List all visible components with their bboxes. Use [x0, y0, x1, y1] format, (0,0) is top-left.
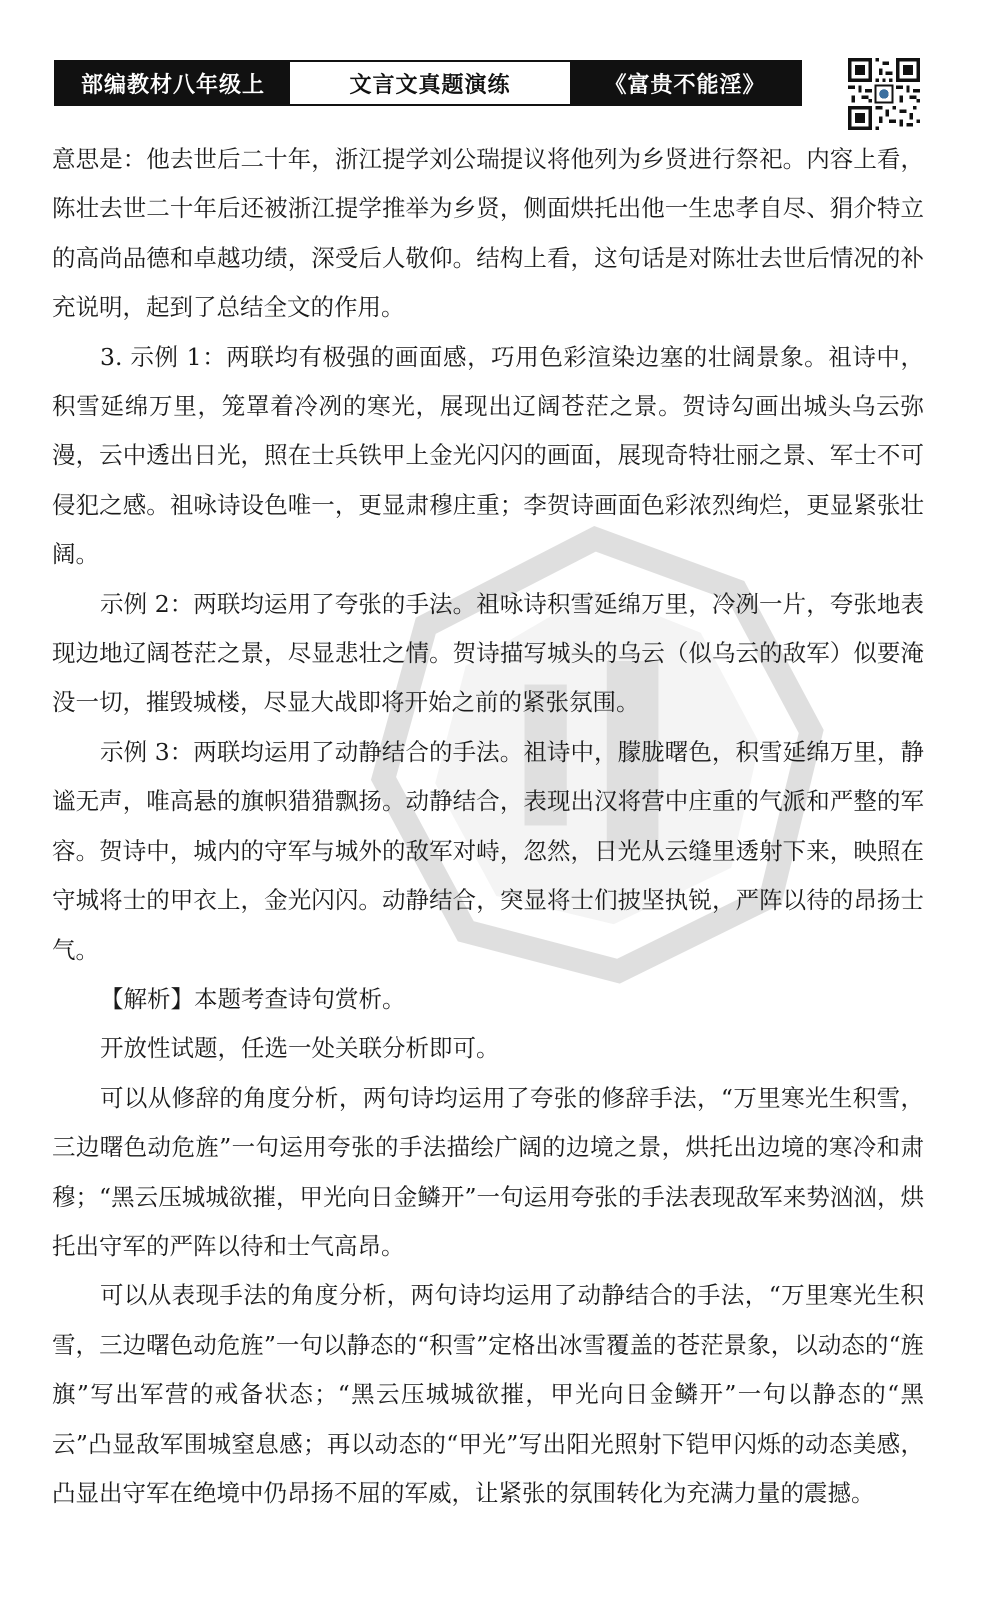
- paragraph-example-2: 示例 2：两联均运用了夸张的手法。祖咏诗积雪延绵万里，冷冽一片，夸张地表现边地辽阔苍茫之景，尽显悲壮之情。贺诗描写城头的乌云（似乌云的敌军）似要淹没一切，摧毁城楼，尽显大战即将开始之前的紧张氛围。: [52, 589, 924, 717]
- paragraph-answer-3-example-1: 3. 示例 1：两联均有极强的画面感，巧用色彩渲染边塞的壮阔景象。祖诗中，积雪延绵万里，笼罩着冷冽的寒光，展现出辽阔苍茫之景。贺诗勾画出城头乌云弥漫，云中透出日光，照在士兵铁甲上金光闪闪的画面，展现奇特壮丽之景、军士不可侵犯之感。祖咏诗设色唯一，更显肃穆庄重；李贺诗画面色彩浓烈绚烂，更显紧张壮阔。: [52, 342, 924, 569]
- document-body: [52, 135, 924, 1518]
- paragraph-open-question-note: 开放性试题，任选一处关联分析即可。: [100, 1034, 500, 1063]
- paragraph-rhetoric-analysis: 可以从修辞的角度分析，两句诗均运用了夸张的修辞手法，“万里寒光生积雪，三边曙色动危旌”一句运用夸张的手法描绘广阔的边境之景，烘托出边境的寒冷和肃穆；“黑云压城城欲摧，甲光向日金鳞开”一句运用夸张的手法表现敌军来势汹汹，烘托出守军的严阵以待和士气高昂。: [52, 1083, 924, 1260]
- header-grade-label: 部编教材八年级上: [56, 62, 290, 104]
- qr-code-icon: [848, 58, 920, 130]
- header-bar: [54, 60, 802, 106]
- header-lesson-title: 《富贵不能淫》: [570, 62, 800, 104]
- paragraph-continuation: 意思是：他去世后二十年，浙江提学刘公瑞提议将他列为乡贤进行祭祀。内容上看，陈壮去世二十年后还被浙江提学推举为乡贤，侧面烘托出他一生忠孝自尽、狷介特立的高尚品德和卓越功绩，深受后人敬仰。结构上看，这句话是对陈壮去世后情况的补充说明，起到了总结全文的作用。: [52, 145, 924, 322]
- paragraph-example-3: 示例 3：两联均运用了动静结合的手法。祖诗中，朦胧曙色，积雪延绵万里，静谧无声，唯高悬的旗帜猎猎飘扬。动静结合，表现出汉将营中庄重的气派和严整的军容。贺诗中，城内的守军与城外的敌军对峙，忽然，日光从云缝里透射下来，映照在守城将士的甲衣上，金光闪闪。动静结合，突显将士们披坚执锐，严阵以待的昂扬士气。: [52, 737, 924, 964]
- header-section-title: 文言文真题演练: [290, 62, 570, 104]
- paragraph-technique-analysis: 可以从表现手法的角度分析，两句诗均运用了动静结合的手法，“万里寒光生积雪，三边曙色动危旌”一句以静态的“积雪”定格出冰雪覆盖的苍茫景象，以动态的“旌旗”写出军营的戒备状态；“黑云压城城欲摧，甲光向日金鳞开”一句以静态的“黑云”凸显敌军围城窒息感；再以动态的“甲光”写出阳光照射下铠甲闪烁的动态美感，凸显出守军在绝境中仍昂扬不屈的军威，让紧张的氛围转化为充满力量的震撼。: [52, 1281, 924, 1507]
- paragraph-analysis-heading: 【解析】本题考查诗句赏析。: [100, 984, 406, 1013]
